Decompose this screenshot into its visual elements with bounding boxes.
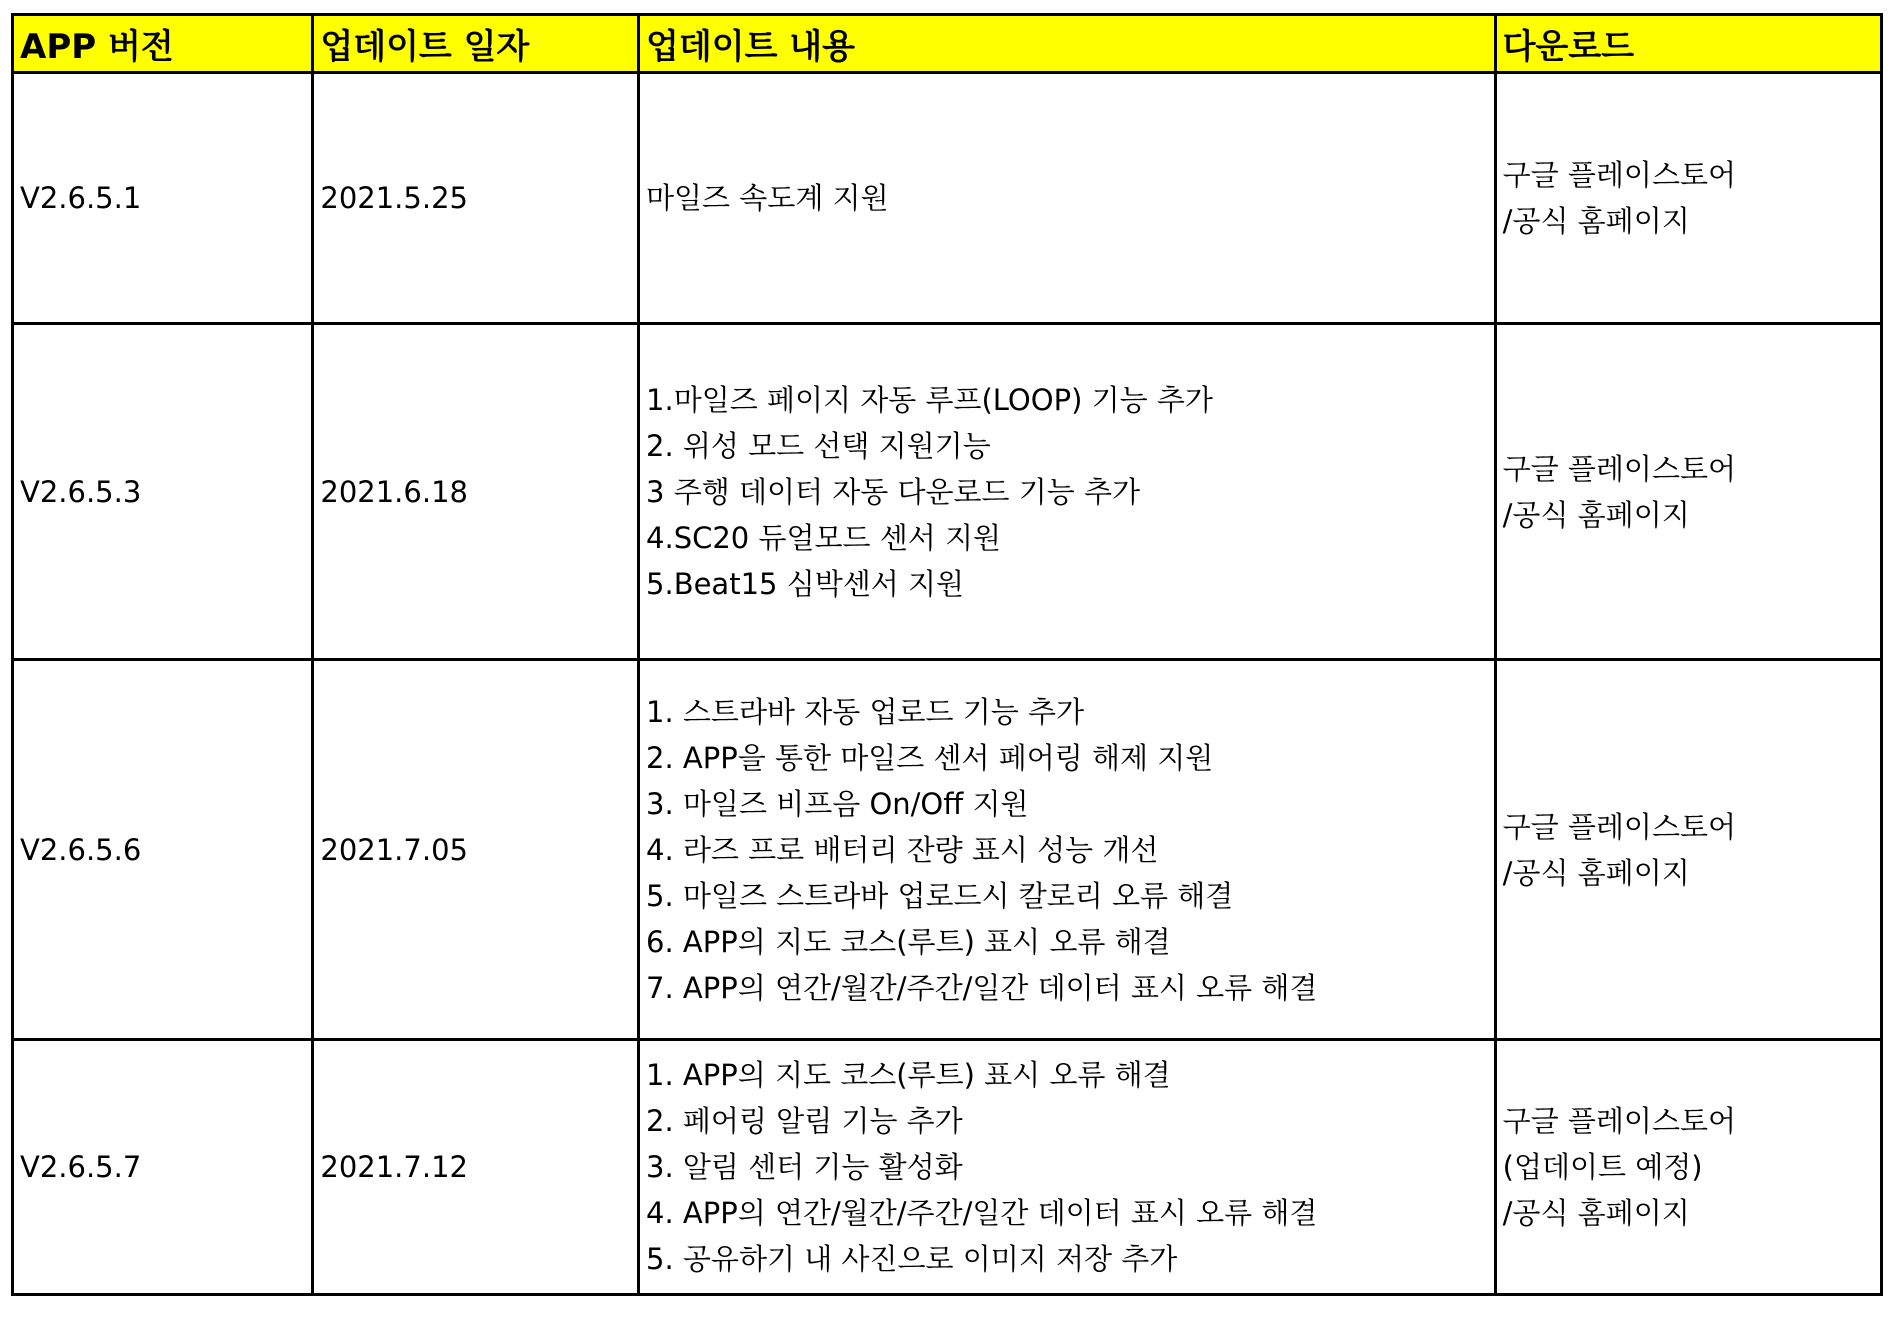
content-line: 3 주행 데이터 자동 다운로드 기능 추가 [646, 474, 1141, 509]
date-cell: 2021.6.18 [313, 324, 639, 660]
download-cell [1495, 660, 1881, 1040]
content-line: 4. APP의 연간/월간/주간/일간 데이터 표시 오류 해결 [646, 1196, 1318, 1230]
table-row [13, 1040, 1882, 1295]
content-line: 5. 공유하기 내 사진으로 이미지 저장 추가 [646, 1242, 1178, 1276]
header-update-date: 업데이트 일자 [313, 15, 639, 73]
header-download: 다운로드 [1495, 15, 1881, 73]
download-line: (업데이트 예정) [1502, 1150, 1703, 1184]
download-line: 구글 플레이스토어 [1502, 451, 1736, 486]
download-line: /공식 홈페이지 [1502, 855, 1690, 890]
download-line: 구글 플레이스토어 [1502, 158, 1736, 192]
header-app-version: APP 버전 [13, 15, 313, 73]
download-cell [1495, 1040, 1881, 1295]
content-cell [639, 324, 1496, 660]
content-line: 마일즈 속도계 지원 [646, 181, 889, 215]
date-cell: 2021.5.25 [313, 73, 639, 324]
header-row [13, 15, 1882, 73]
version-cell: V2.6.5.1 [13, 73, 313, 324]
content-line: 2. APP을 통한 마일즈 센서 페어링 해제 지원 [646, 740, 1214, 775]
version-cell: V2.6.5.6 [13, 660, 313, 1040]
download-line: /공식 홈페이지 [1502, 497, 1690, 532]
download-cell [1495, 73, 1881, 324]
content-line: 2. 페어링 알림 기능 추가 [646, 1104, 963, 1138]
content-line: 3. 마일즈 비프음 On/Off 지원 [646, 786, 1029, 821]
update-history-table [11, 13, 1883, 1296]
version-cell: V2.6.5.3 [13, 324, 313, 660]
content-cell [639, 1040, 1496, 1295]
content-line: 7. APP의 연간/월간/주간/일간 데이터 표시 오류 해결 [646, 970, 1318, 1005]
table-row [13, 73, 1882, 324]
content-line: 6. APP의 지도 코스(루트) 표시 오류 해결 [646, 924, 1171, 959]
download-line: 구글 플레이스토어 [1502, 1104, 1736, 1138]
table-row [13, 324, 1882, 660]
content-cell [639, 73, 1496, 324]
content-line: 5. 마일즈 스트라바 업로드시 칼로리 오류 해결 [646, 878, 1234, 913]
content-line: 1. APP의 지도 코스(루트) 표시 오류 해결 [646, 1058, 1171, 1092]
content-line: 1.마일즈 페이지 자동 루프(LOOP) 기능 추가 [646, 382, 1213, 417]
content-line: 2. 위성 모드 선택 지원기능 [646, 428, 991, 463]
content-line: 1. 스트라바 자동 업로드 기능 추가 [646, 694, 1084, 729]
header-update-content: 업데이트 내용 [639, 15, 1496, 73]
date-cell: 2021.7.05 [313, 660, 639, 1040]
download-line: /공식 홈페이지 [1502, 1196, 1690, 1230]
download-cell [1495, 324, 1881, 660]
download-line: /공식 홈페이지 [1502, 204, 1690, 238]
date-cell: 2021.7.12 [313, 1040, 639, 1295]
content-line: 4.SC20 듀얼모드 센서 지원 [646, 520, 1002, 555]
download-line: 구글 플레이스토어 [1502, 809, 1736, 844]
content-cell [639, 660, 1496, 1040]
table-row [13, 660, 1882, 1040]
version-cell: V2.6.5.7 [13, 1040, 313, 1295]
content-line: 3. 알림 센터 기능 활성화 [646, 1150, 963, 1184]
content-line: 4. 라즈 프로 배터리 잔량 표시 성능 개선 [646, 832, 1159, 867]
content-line: 5.Beat15 심박센서 지원 [646, 566, 965, 601]
